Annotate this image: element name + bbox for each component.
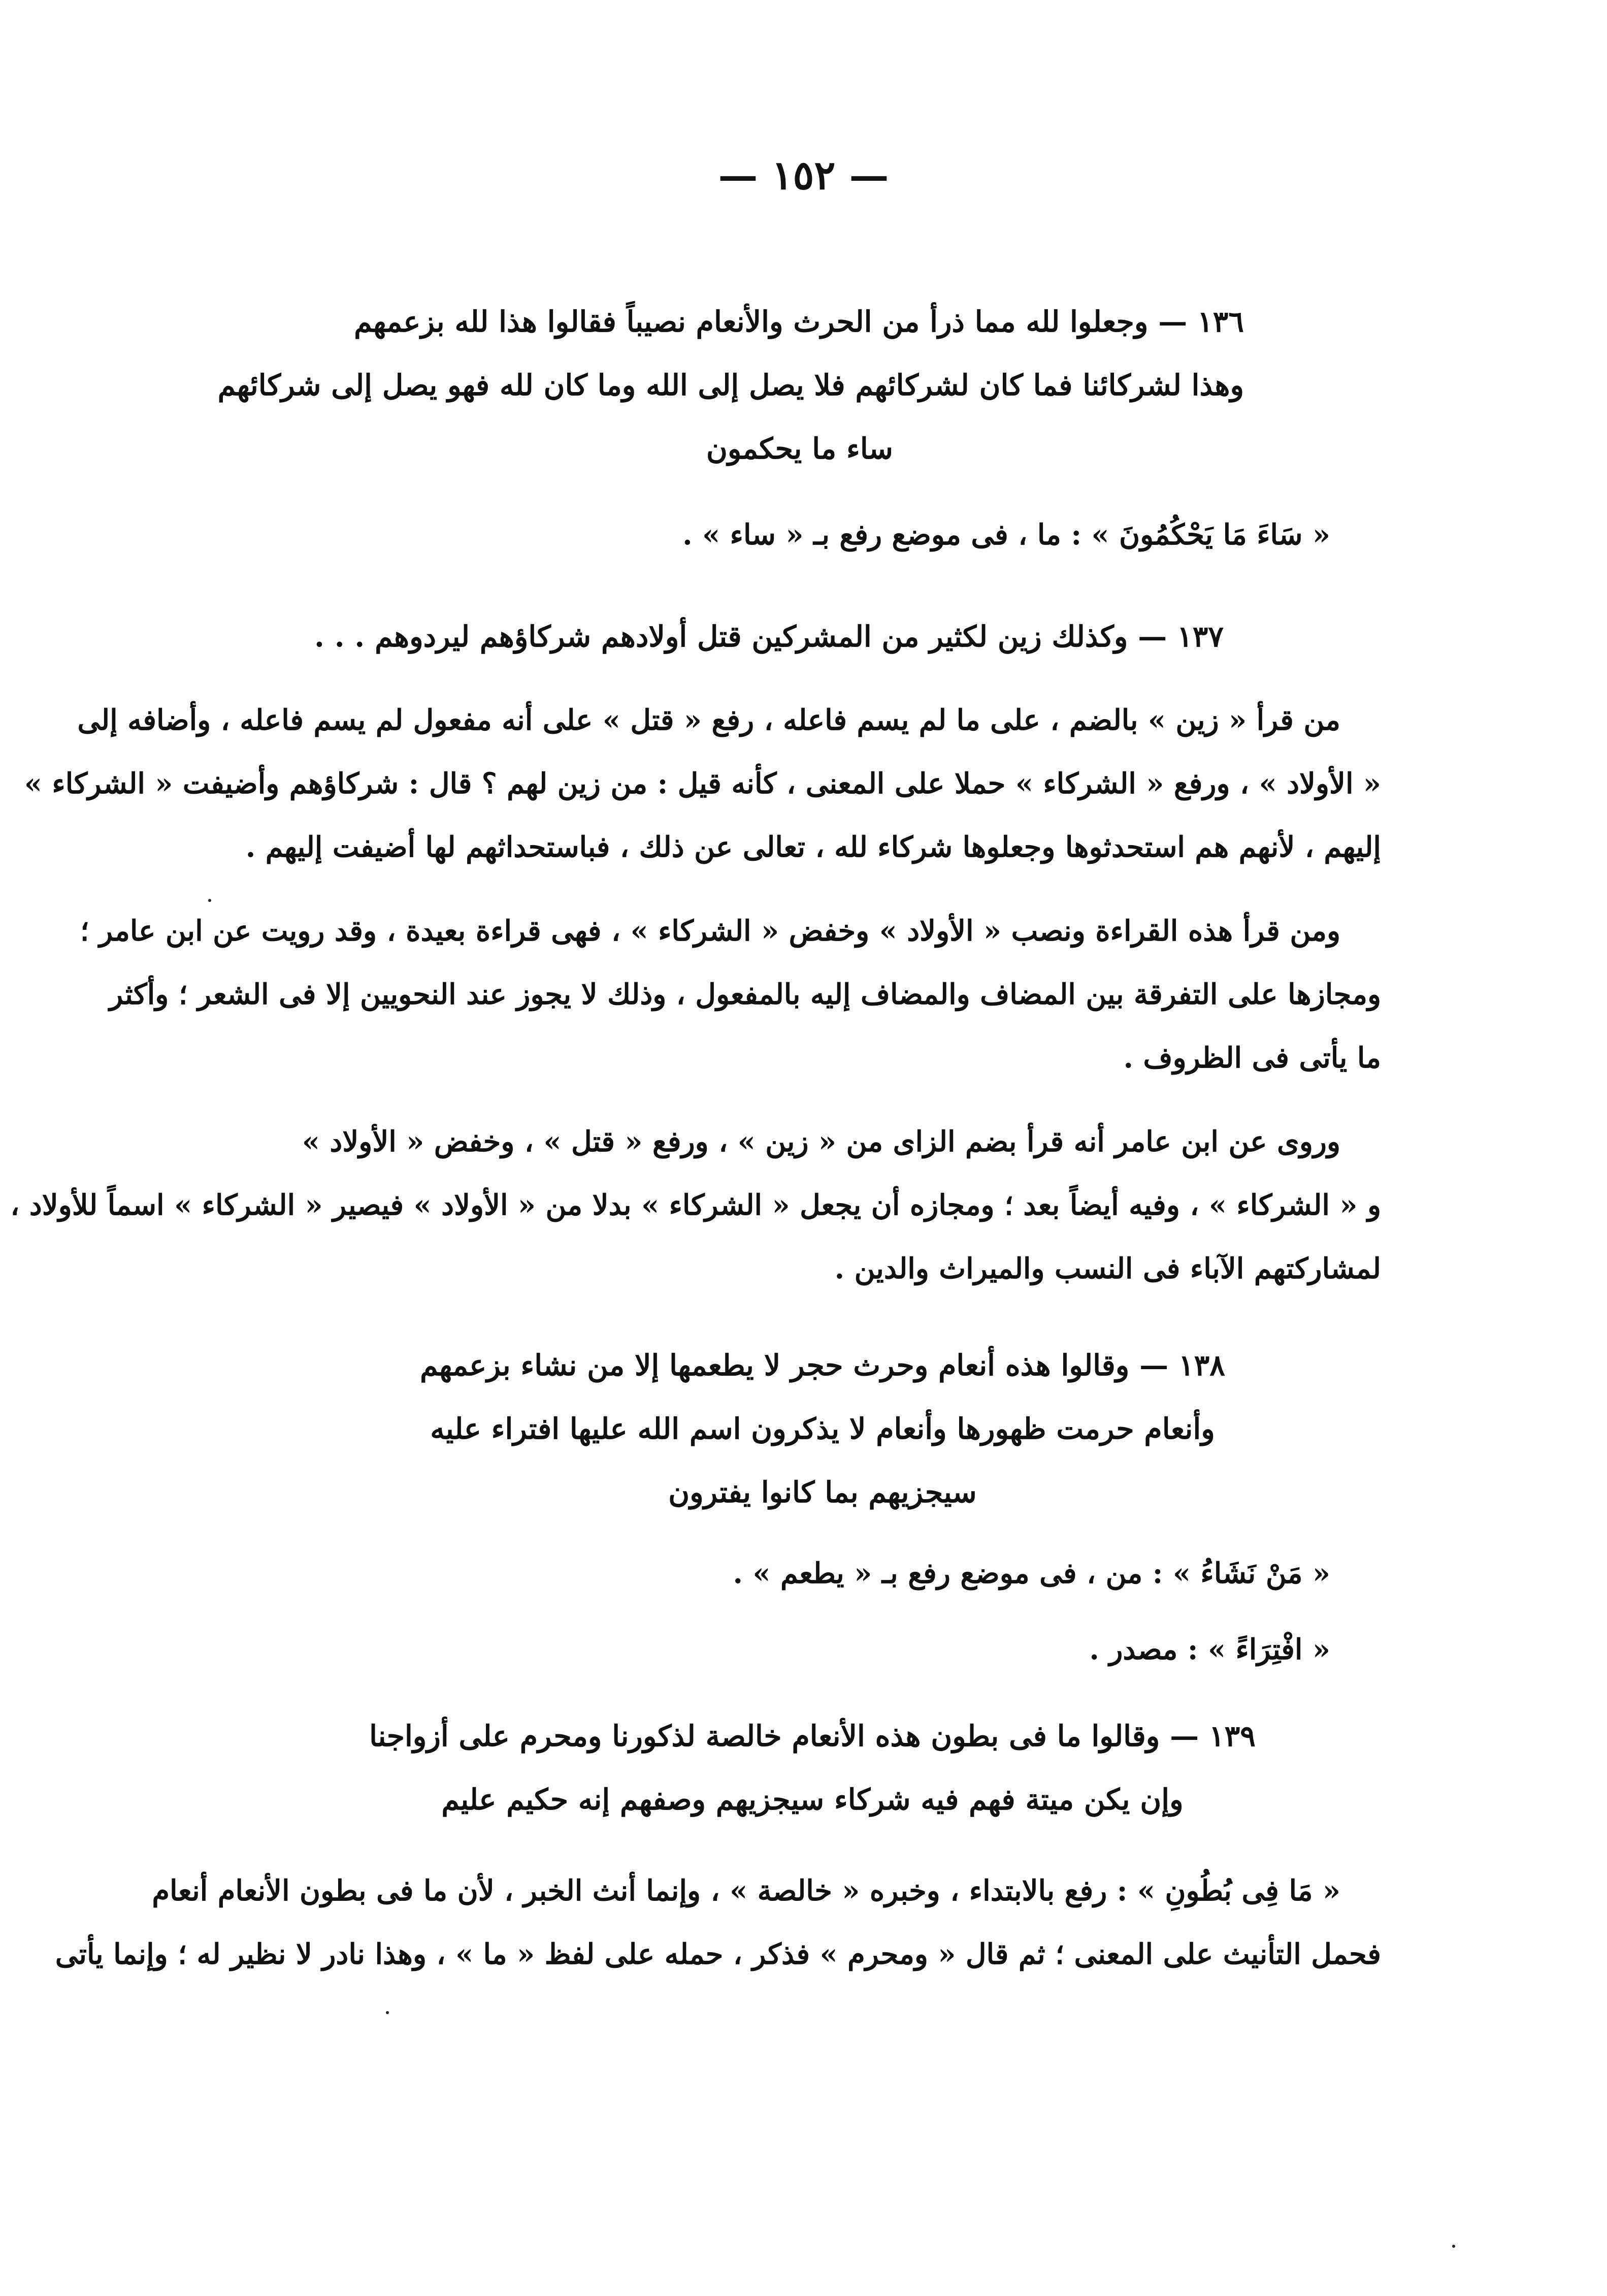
scan-speck	[386, 2011, 389, 2014]
verse-137-line-1: ١٣٧ — وكذلك زين لكثير من المشركين قتل أولادهم شركاؤهم ليردوهم . . .	[314, 620, 1224, 654]
note-138a-line-1: « مَنْ نَشَاءُ » : من ، فى موضع رفع بـ « يطعم » .	[733, 1557, 1330, 1590]
scan-speck	[208, 899, 211, 902]
verse-138-line-3: سيجزيهم بما كانوا يفترون	[668, 1475, 977, 1509]
para-137c-line-1: وروى عن ابن عامر أنه قرأ بضم الزاى من « زين » ، ورفع « قتل » ، وخفض « الأولاد »	[302, 1125, 1340, 1158]
para-137a-line-2: « الأولاد » ، ورفع « الشركاء » حملا على المعنى ، كأنه قيل : من زين لهم ؟ قال : شركاؤهم وأضيفت « الشركاء »	[24, 767, 1381, 800]
para-137c-line-3: لمشاركتهم الآباء فى النسب والميراث والدين .	[834, 1252, 1381, 1285]
verse-136-line-1: ١٣٦ — وجعلوا لله مما ذرأ من الحرث والأنعام نصيباً فقالوا هذا لله بزعمهم	[354, 305, 1244, 339]
para-137a-line-1: من قرأ « زين » بالضم ، على ما لم يسم فاعله ، رفع « قتل » على أنه مفعول لم يسم فاعله ، وأضافه إلى	[77, 703, 1340, 737]
scan-speck	[1452, 2245, 1455, 2248]
para-137c-line-2: و « الشركاء » ، وفيه أيضاً بعد ؛ ومجازه أن يجعل « الشركاء » بدلا من « الأولاد » فيصير « الشركاء » اسماً للأولاد ،	[10, 1188, 1381, 1222]
verse-138-line-2: وأنعام حرمت ظهورها وأنعام لا يذكرون اسم الله عليها افتراء عليه	[430, 1412, 1215, 1446]
verse-136-line-3: ساء ما يحكمون	[706, 432, 893, 466]
para-139-line-2: فحمل التأنيث على المعنى ؛ ثم قال « ومحرم » فذكر ، حمله على لفظ « ما » ، وهذا نادر لا نظير له ؛ وإنما يأتى	[55, 1937, 1381, 1971]
note-138b-line-1: « افْتِرَاءً » : مصدر .	[1089, 1633, 1330, 1666]
para-137b-line-2: ومجازها على التفرقة بين المضاف والمضاف إليه بالمفعول ، وذلك لا يجوز عند النحويين إلا فى الشعر ؛ وأكثر	[109, 978, 1381, 1011]
verse-136-line-2: وهذا لشركائنا فما كان لشركائهم فلا يصل إلى الله وما كان لله فهو يصل إلى شركائهم	[217, 368, 1244, 402]
verse-139-line-1: ١٣٩ — وقالوا ما فى بطون هذه الأنعام خالصة لذكورنا ومحرم على أزواجنا	[369, 1719, 1256, 1753]
verse-139-line-2: وإن يكن ميتة فهم فيه شركاء سيجزيهم وصفهم إنه حكيم عليم	[441, 1783, 1184, 1817]
verse-138-line-1: ١٣٨ — وقالوا هذه أنعام وحرث حجر لا يطعمها إلا من نشاء بزعمهم	[420, 1348, 1225, 1382]
page-number: — ١٥٢ —	[718, 152, 889, 199]
para-137a-line-3: إليهم ، لأنهم هم استحدثوها وجعلوها شركاء لله ، تعالى عن ذلك ، فباستحداثهم لها أضيفت إليهم .	[245, 830, 1381, 864]
para-139-line-1: « مَا فِى بُطُونِ » : رفع بالابتداء ، وخبره « خالصة » ، وإنما أنث الخبر ، لأن ما فى بطون الأنعام أنعام	[152, 1874, 1340, 1907]
note-136-line-1: « سَاءَ مَا يَحْكُمُونَ » : ما ، فى موضع رفع بـ « ساء » .	[682, 518, 1330, 552]
para-137b-line-3: ما يأتى فى الظروف .	[1123, 1041, 1381, 1075]
para-137b-line-1: ومن قرأ هذه القراءة ونصب « الأولاد » وخفض « الشركاء » ، فهى قراءة بعيدة ، وقد رويت عن ابن عامر ؛	[80, 914, 1340, 948]
